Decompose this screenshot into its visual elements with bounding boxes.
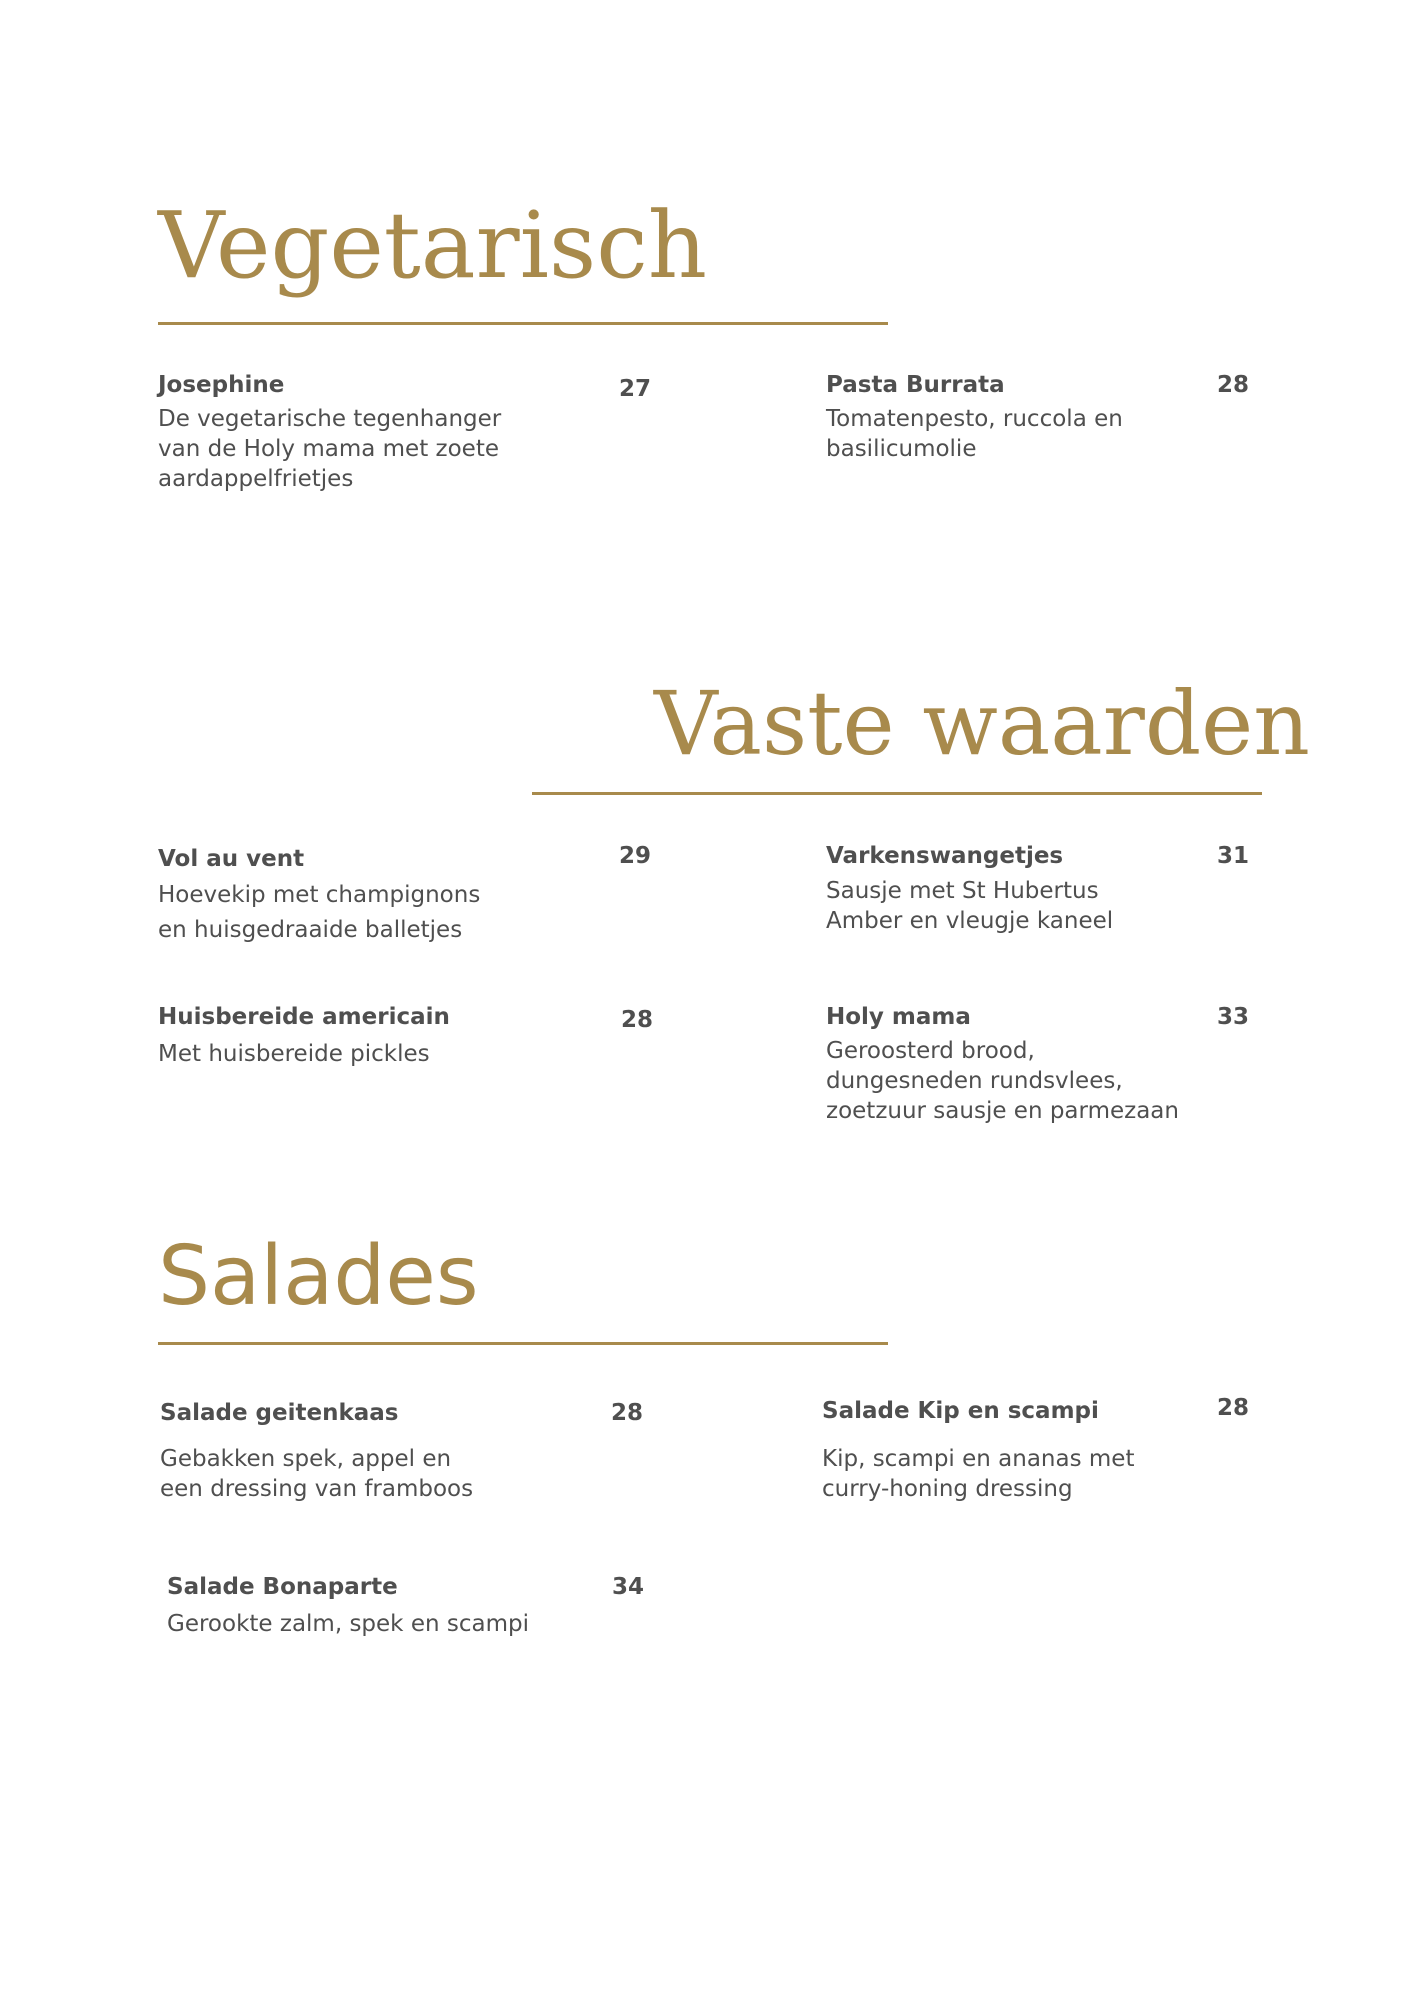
- item-description: Kip, scampi en ananas met curry-honing dressing: [822, 1446, 1135, 1502]
- item-name: Salade Kip en scampi: [822, 1398, 1099, 1424]
- item-price: 34: [612, 1574, 645, 1600]
- item-name: Pasta Burrata: [826, 372, 1005, 398]
- item-description: Met huisbereide pickles: [158, 1041, 430, 1067]
- section-title-vaste-waarden: Vaste waarden: [654, 672, 1310, 775]
- item-description: Sausje met St Hubertus Amber en vleugje kaneel: [826, 878, 1114, 934]
- item-description: Gebakken spek, appel en een dressing van framboos: [160, 1446, 474, 1502]
- item-price: 28: [1217, 1395, 1250, 1421]
- item-description: De vegetarische tegenhanger van de Holy mama met zoete aardappelfrietjes: [158, 406, 502, 492]
- item-price: 28: [611, 1400, 644, 1426]
- section-title-salades: Salades: [158, 1229, 479, 1324]
- item-description: Geroosterd brood, dungesneden rundsvlees, zoetzuur sausje en parmezaan: [826, 1038, 1179, 1124]
- item-name: Varkenswangetjes: [826, 843, 1064, 869]
- item-description: Gerookte zalm, spek en scampi: [167, 1611, 529, 1637]
- item-price: 28: [1217, 372, 1250, 398]
- item-price: 33: [1217, 1004, 1250, 1030]
- section-divider: [158, 322, 888, 325]
- item-price: 28: [621, 1007, 654, 1033]
- item-name: Vol au vent: [158, 846, 305, 872]
- item-name: Holy mama: [826, 1004, 971, 1030]
- section-divider: [532, 792, 1262, 795]
- item-price: 29: [619, 843, 652, 869]
- section-title-vegetarisch: Vegetarisch: [158, 192, 707, 299]
- item-description: Hoevekip met champignons en huisgedraaide balletjes: [158, 882, 481, 943]
- section-divider: [158, 1342, 888, 1345]
- item-name: Huisbereide americain: [158, 1004, 450, 1030]
- item-name: Salade geitenkaas: [160, 1400, 399, 1426]
- item-description: Tomatenpesto, ruccola en basilicumolie: [826, 406, 1123, 462]
- item-name: Salade Bonaparte: [167, 1574, 398, 1600]
- item-price: 27: [619, 376, 652, 402]
- item-name: Josephine: [158, 372, 285, 398]
- item-price: 31: [1217, 843, 1250, 869]
